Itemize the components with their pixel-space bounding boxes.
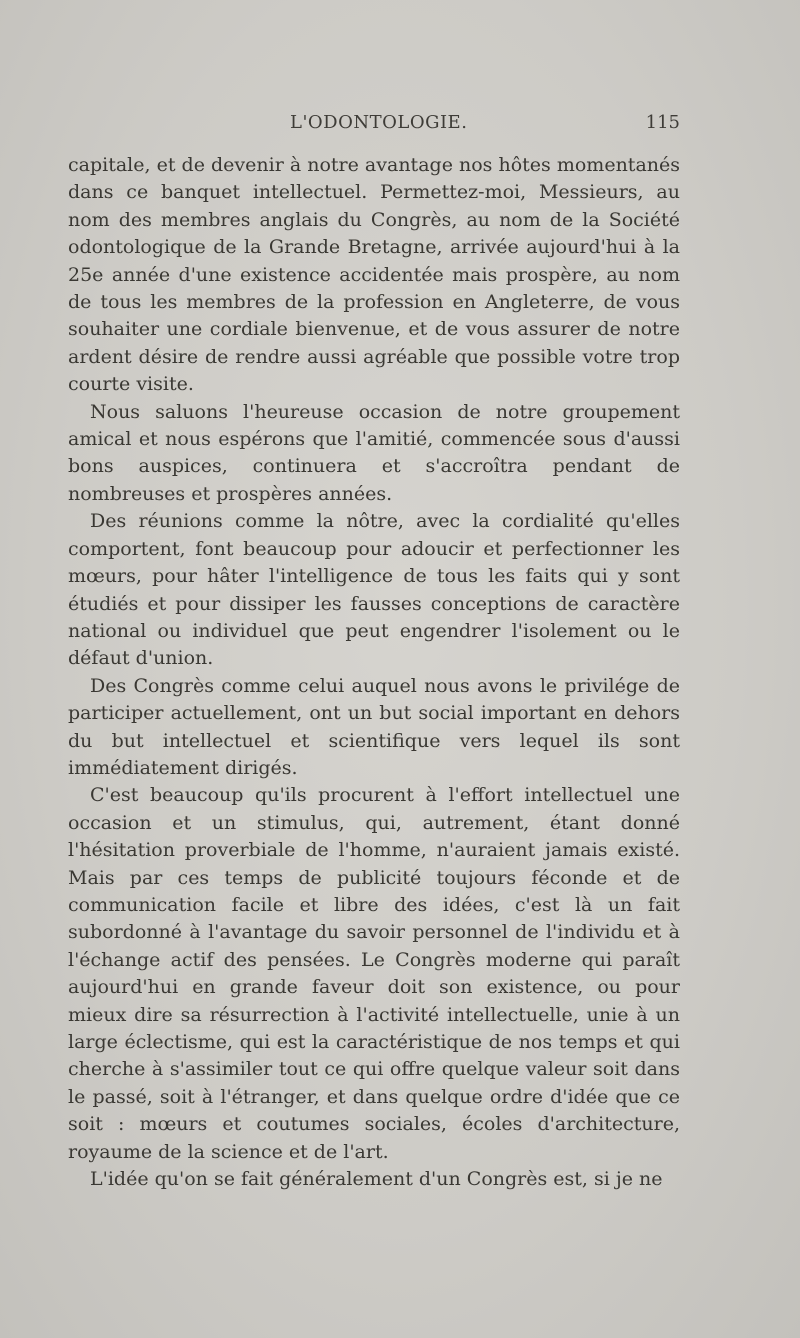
running-title: L'ODONTOLOGIE. — [290, 112, 468, 133]
paragraph: C'est beaucoup qu'ils procurent à l'effort intellectuel une occasion et un stimulus, qui, autrement, étant donné l'hésitation proverbiale de l'homme, n'auraient jamais existé. Mais par ces temps de publicité toujours féconde et de communication facile et libre des idées, c'est là un fait subordonné à l'avantage du savoir personnel de l'individu et à l'échange actif des pensées. Le Congrès moderne qui paraît aujourd'hui en grande faveur doit son existence, ou pour mieux dire sa résurrection à l'activité intellectuelle, unie à un large éclectisme, qui est la caractéristique de nos temps et qui cherche à s'assimiler tout ce qui offre quelque valeur soit dans le passé, soit à l'étranger, et dans quelque ordre d'idée que ce soit : mœurs et coutumes sociales, écoles d'architecture, royaume de la science et de l'art. — [68, 784, 680, 1163]
page-header — [68, 112, 680, 140]
paragraph: L'idée qu'on se fait généralement d'un Congrès est, si je ne — [90, 1168, 663, 1191]
paragraph: capitale, et de devenir à notre avantage nos hôtes momentanés dans ce banquet intellectuel. Permettez-moi, Messieurs, au nom des membres anglais du Congrès, au nom de la Société odontologique de la Grande Bretagne, arrivée aujourd'hui à la 25e année d'une existence accidentée mais prospère, au nom de tous les membres de la profession en Angleterre, de vous souhaiter une cordiale bienvenue, et de vous assurer de notre ardent désire de rendre aussi agréable que possible votre trop courte visite. — [68, 154, 680, 396]
paragraph: Des réunions comme la nôtre, avec la cordialité qu'elles comportent, font beaucoup pour adoucir et perfectionner les mœurs, pour hâter l'intelligence de tous les faits qui y sont étudiés et pour dissiper les fausses conceptions de caractère national ou individuel que peut engendrer l'isolement ou le défaut d'union. — [68, 510, 680, 670]
body-text — [68, 152, 680, 1193]
paragraph: Des Congrès comme celui auquel nous avons le privilége de participer actuellement, ont un but social important en dehors du but intellectuel et scientifique vers lequel ils sont immédiatement dirigés. — [68, 674, 680, 779]
page-number: 115 — [645, 112, 680, 133]
paragraph: Nous saluons l'heureuse occasion de notre groupement amical et nous espérons que l'amitié, commencée sous d'aussi bons auspices, continuera et s'accroîtra pendant de nombreuses et prospères années. — [68, 400, 680, 505]
